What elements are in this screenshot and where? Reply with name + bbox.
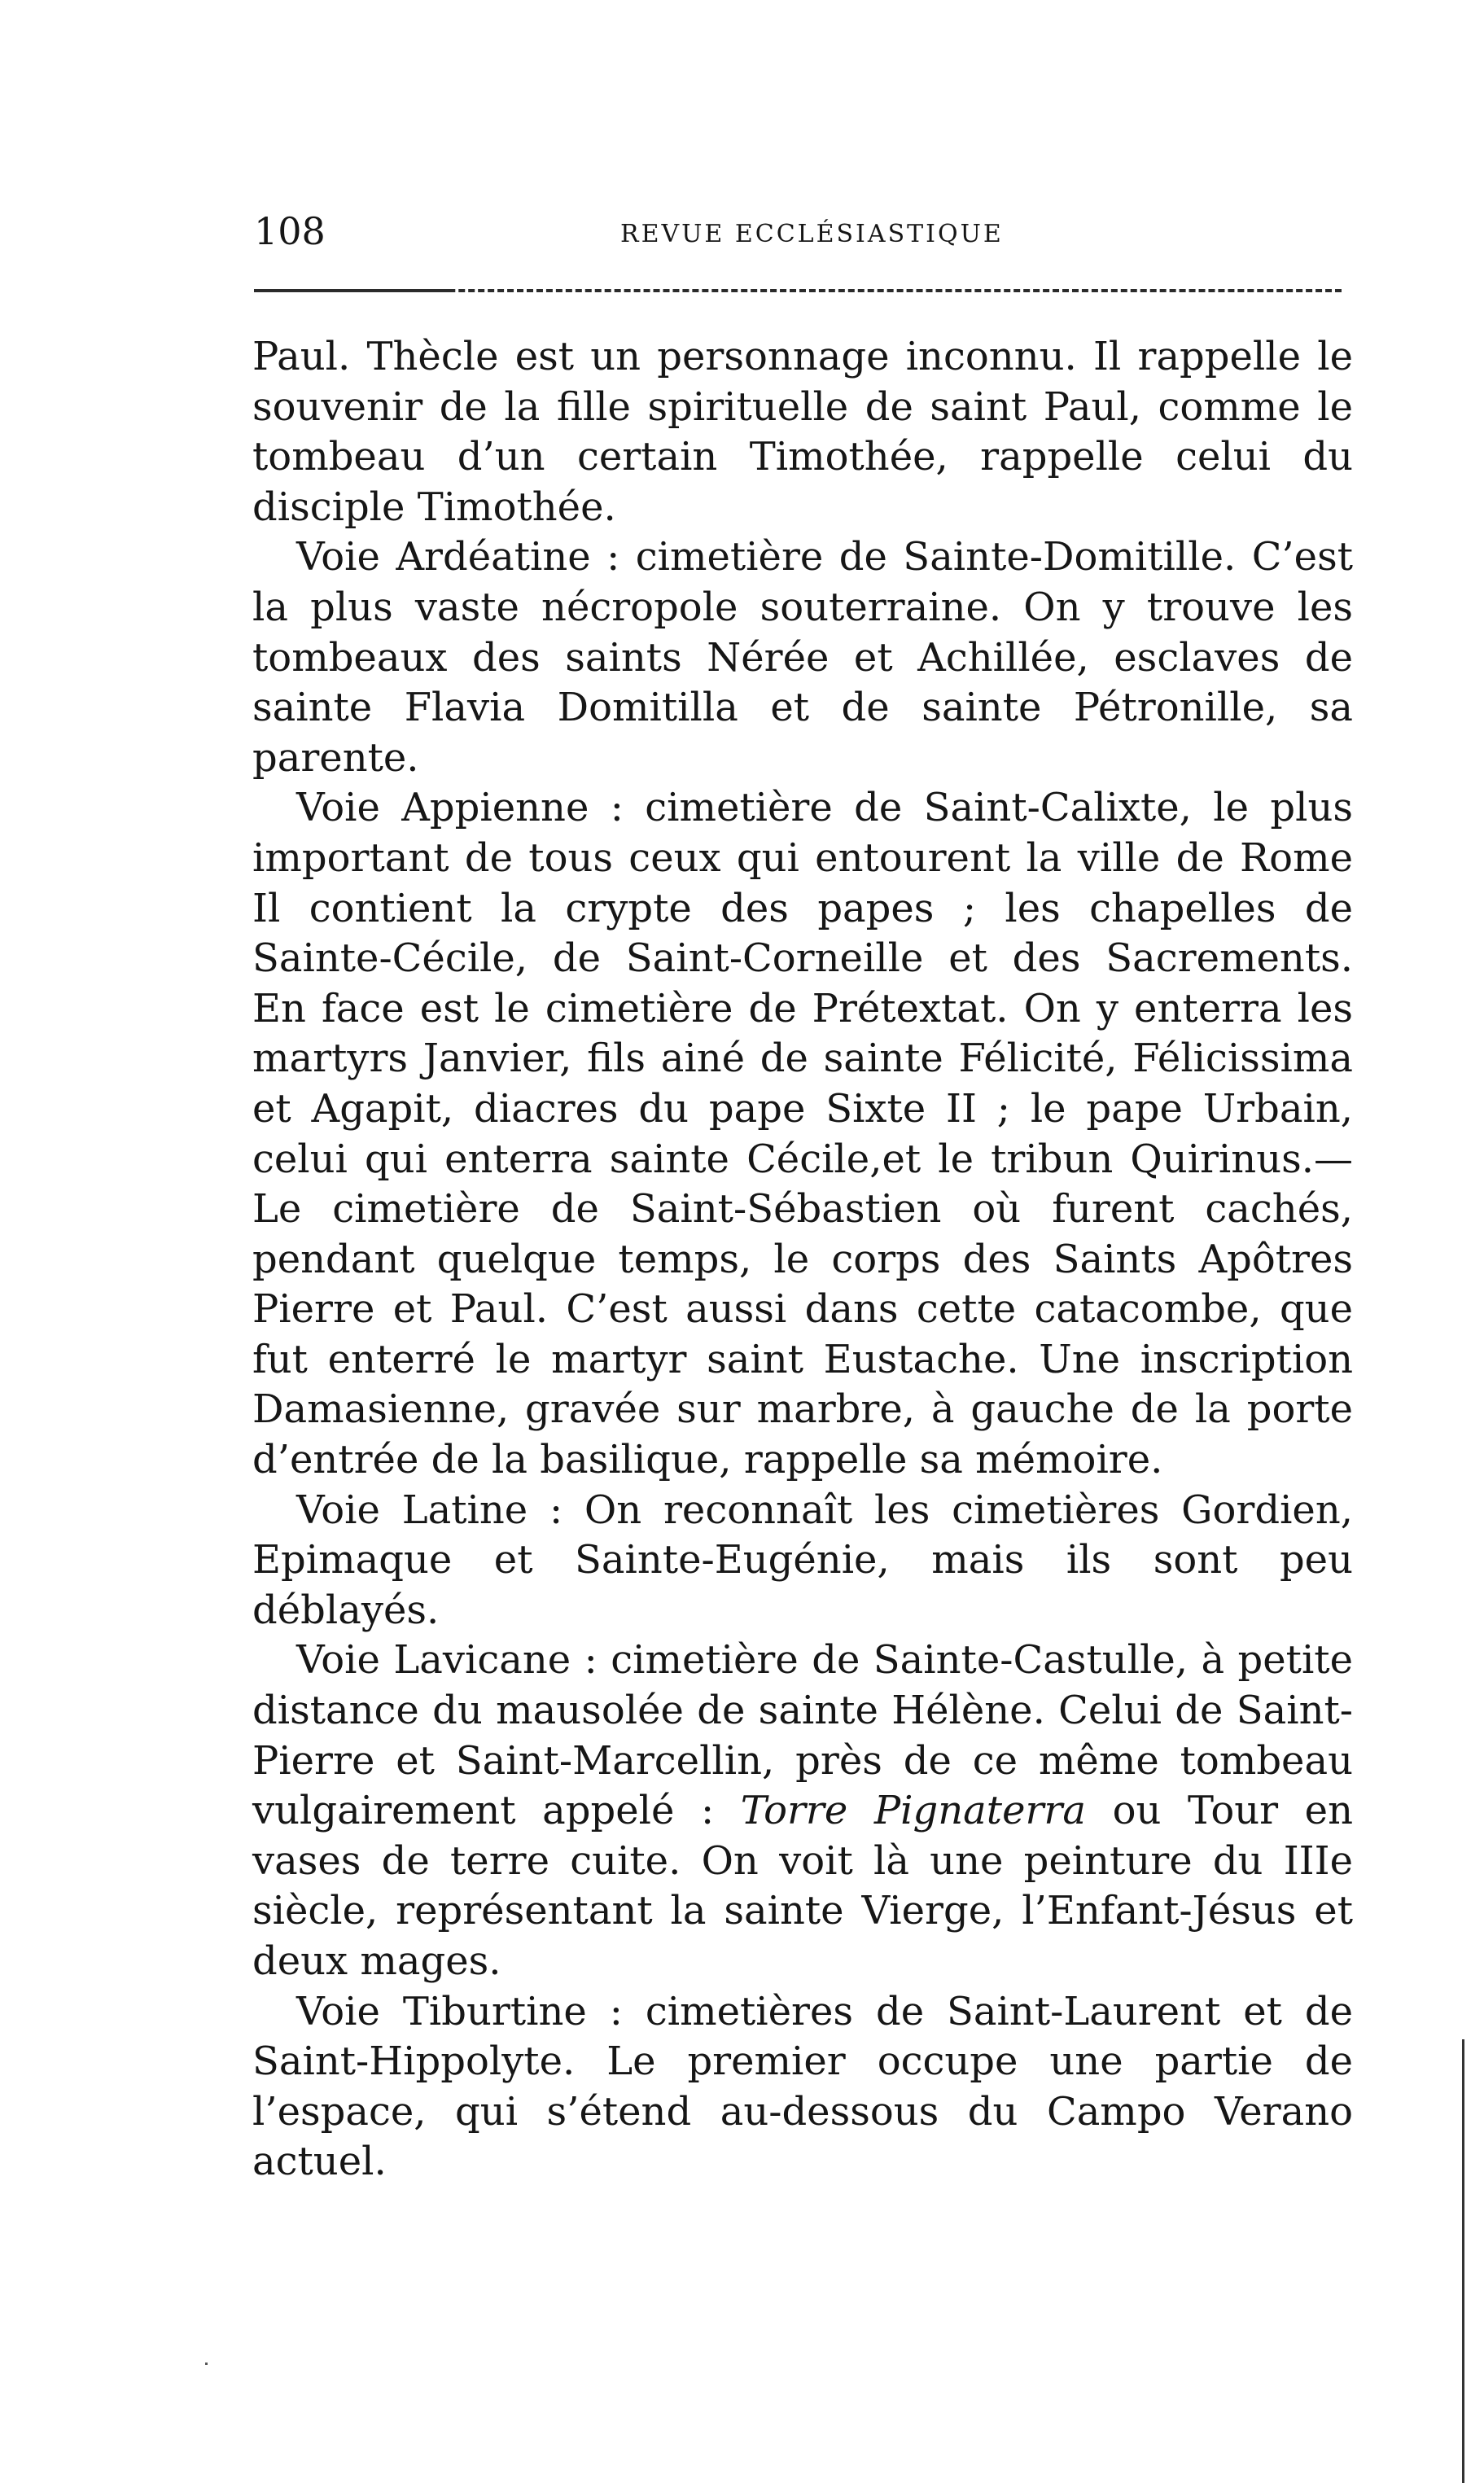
italic-place-name: Torre Pignaterra xyxy=(740,1788,1086,1834)
paragraph-voie-lavicane xyxy=(252,1636,1353,1986)
paragraph-voie-appienne: Voie Appienne : cimetière de Saint-Calixte, le plus important de tous ceux qui entourent la ville de Rome Il contient la crypte des papes ; les chapelles de Sainte-Cécile, de Saint-Corneille et des Sacrements. En face est le cimetière de Prétextat. On y enterra les martyrs Janvier, fils ainé de sainte Félicité, Félicissima et Agapit, diacres du pape Sixte II ; le pape Urbain, celui qui enterra sainte Cécile,et le tribun Quirinus.—Le cimetière de Saint-Sébastien où furent cachés, pendant quelque temps, le corps des Saints Apôtres Pierre et Paul. C’est aussi dans cette catacombe, que fut enterré le martyr saint Eustache. Une inscription Damasienne, gravée sur marbre, à gauche de la porte d’entrée de la basilique, rappelle sa mémoire. xyxy=(252,785,1353,1483)
paragraph-text-before: Voie Lavicane : cimetière de Sainte-Castulle, à petite distance du mausolée de sainte Hélène. Celui de Saint-Pierre et Saint-Marcellin, près de ce même tombeau vulgairement appelé : xyxy=(252,1637,1353,1834)
paragraph-voie-tiburtine: Voie Tiburtine : cimetières de Saint-Laurent et de Saint-Hippolyte. Le premier occupe une partie de l’espace, qui s’étend au-dessous du Campo Verano actuel. xyxy=(252,1988,1353,2185)
paragraph-continued: Paul. Thècle est un personnage inconnu. Il rappelle le souvenir de la fille spirituelle de saint Paul, comme le tombeau d’un certain Timothée, rappelle celui du disciple Timothée. xyxy=(252,334,1353,530)
paragraph-voie-ardeatine: Voie Ardéatine : cimetière de Sainte-Domitille. C’est la plus vaste nécropole souterraine. On y trouve les tombeaux des saints Nérée et Achillée, esclaves de sainte Flavia Domitilla et de sainte Pétronille, sa parente. xyxy=(252,534,1353,781)
page-number: 108 xyxy=(254,209,326,253)
paragraph-voie-latine: Voie Latine : On reconnaît les cimetières Gordien, Epimaque et Sainte-Eugénie, mais ils sont peu déblayés. xyxy=(252,1487,1353,1633)
scan-speck xyxy=(205,2363,208,2365)
scan-margin-line xyxy=(1462,2039,1464,2483)
running-header xyxy=(254,210,1361,259)
body-text xyxy=(252,332,1353,2187)
paragraph-text-after: ou Tour en vases de terre cuite. On voit là une peinture du IIIe siècle, représentant la sainte Vierge, l’Enfant-Jésus et deux mages. xyxy=(252,1788,1354,1984)
running-title: REVUE ECCLÉSIASTIQUE xyxy=(620,220,1004,248)
header-rule-solid xyxy=(254,289,449,292)
